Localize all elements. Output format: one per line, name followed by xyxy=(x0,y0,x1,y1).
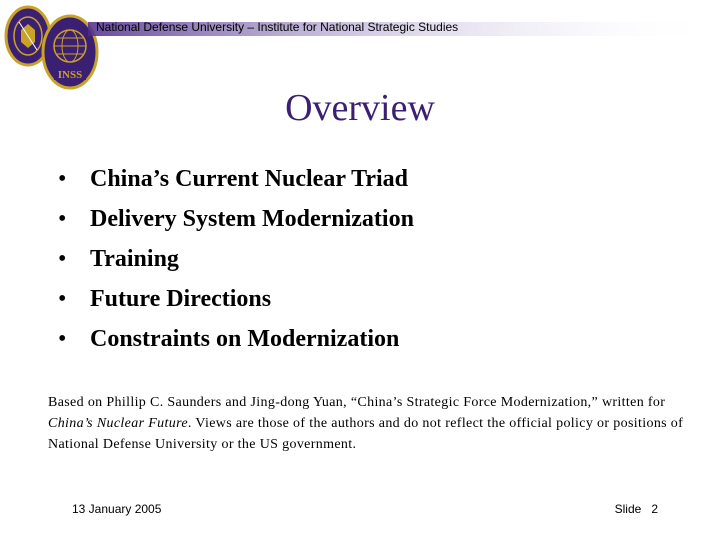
bullet-dot-icon: • xyxy=(58,166,67,192)
source-note-text-end: . Views are those of the authors and do not reflect the official policy or positions of National Defense University or the US government. xyxy=(48,416,684,452)
bullet-item xyxy=(58,322,414,362)
header-logos xyxy=(4,4,100,90)
slide-label: Slide xyxy=(614,502,642,516)
footer-slide-number xyxy=(615,502,658,516)
source-note xyxy=(48,392,688,455)
bullet-text: China’s Current Nuclear Triad xyxy=(90,166,409,192)
header-org-text: National Defense University – Institute for National Strategic Studies xyxy=(96,20,459,34)
slide-title-text: Overview xyxy=(285,87,435,129)
slide-title xyxy=(0,86,720,130)
bullet-dot-icon: • xyxy=(58,326,67,352)
slide-number: 2 xyxy=(651,502,658,516)
bullet-dot-icon: • xyxy=(58,206,67,232)
footer-date: 13 January 2005 xyxy=(72,502,162,516)
bullet-text: Delivery System Modernization xyxy=(90,206,414,232)
source-note-italic: China’s Nuclear Future xyxy=(48,416,188,431)
bullet-text: Training xyxy=(90,246,179,272)
bullet-text: Future Directions xyxy=(90,286,272,312)
source-note-text: Based on Phillip C. Saunders and Jing-dong Yuan, “China’s Strategic Force Modernization,” written for xyxy=(48,395,666,410)
ndu-inss-logos xyxy=(4,4,100,90)
bullet-item xyxy=(58,162,414,202)
bullet-text: Constraints on Modernization xyxy=(90,326,400,352)
bullet-item xyxy=(58,242,414,282)
bullet-list xyxy=(58,162,414,362)
bullet-item xyxy=(58,282,414,322)
bullet-dot-icon: • xyxy=(58,286,67,312)
logo-label: INSS xyxy=(57,69,83,81)
bullet-dot-icon: • xyxy=(58,246,67,272)
bullet-item xyxy=(58,202,414,242)
